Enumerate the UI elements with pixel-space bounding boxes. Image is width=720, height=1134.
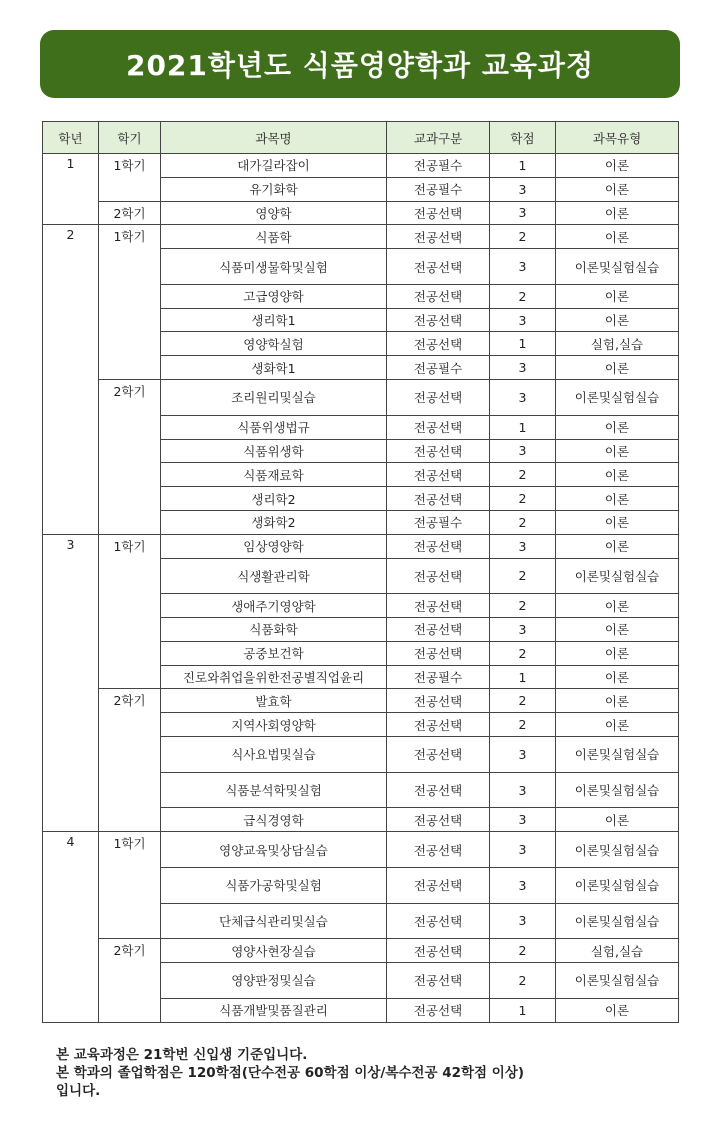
credit-cell: 2	[490, 284, 556, 308]
course-name-cell: 단체급식관리및실습	[161, 903, 387, 939]
page-title: 2021학년도 식품영양학과 교육과정	[125, 49, 595, 82]
header-year: 학년	[43, 122, 99, 154]
course-type-cell: 이론	[556, 808, 679, 832]
table-body	[43, 154, 679, 1023]
category-cell: 전공선택	[387, 463, 490, 487]
course-name-cell: 지역사회영양학	[161, 713, 387, 737]
course-name-cell: 식품개발및품질관리	[161, 998, 387, 1022]
course-name-cell: 식품미생물학및실험	[161, 249, 387, 285]
semester-cell: 1학기	[99, 154, 161, 202]
header-credit: 학점	[490, 122, 556, 154]
category-cell: 전공필수	[387, 665, 490, 689]
course-name-cell: 식품학	[161, 225, 387, 249]
course-type-cell: 이론	[556, 284, 679, 308]
credit-cell: 3	[490, 439, 556, 463]
course-name-cell: 식품위생법규	[161, 415, 387, 439]
credit-cell: 2	[490, 594, 556, 618]
credit-cell: 3	[490, 903, 556, 939]
category-cell: 전공선택	[387, 618, 490, 642]
credit-cell: 2	[490, 558, 556, 594]
course-name-cell: 식생활관리학	[161, 558, 387, 594]
credit-cell: 2	[490, 463, 556, 487]
credit-cell: 2	[490, 939, 556, 963]
course-name-cell: 식사요법및실습	[161, 737, 387, 773]
credit-cell: 3	[490, 177, 556, 201]
header-course-type: 과목유형	[556, 122, 679, 154]
course-type-cell: 이론	[556, 487, 679, 511]
course-type-cell: 이론	[556, 594, 679, 618]
credit-cell: 2	[490, 713, 556, 737]
category-cell: 전공선택	[387, 594, 490, 618]
course-type-cell: 이론	[556, 618, 679, 642]
title-banner	[40, 30, 680, 98]
header-category: 교과구분	[387, 122, 490, 154]
category-cell: 전공선택	[387, 225, 490, 249]
credit-cell: 3	[490, 534, 556, 558]
header-semester: 학기	[99, 122, 161, 154]
course-type-cell: 이론	[556, 641, 679, 665]
category-cell: 전공선택	[387, 998, 490, 1022]
course-name-cell: 생애주기영양학	[161, 594, 387, 618]
credit-cell: 3	[490, 356, 556, 380]
credit-cell: 3	[490, 249, 556, 285]
table-row	[43, 201, 679, 225]
course-name-cell: 생화학1	[161, 356, 387, 380]
table-row	[43, 689, 679, 713]
year-cell: 2	[43, 225, 99, 534]
semester-cell: 2학기	[99, 380, 161, 535]
category-cell: 전공선택	[387, 867, 490, 903]
course-name-cell: 영양교육및상담실습	[161, 832, 387, 868]
year-cell: 4	[43, 832, 99, 1022]
table-row	[43, 832, 679, 868]
category-cell: 전공선택	[387, 558, 490, 594]
category-cell: 전공선택	[387, 641, 490, 665]
course-type-cell: 이론	[556, 356, 679, 380]
category-cell: 전공선택	[387, 249, 490, 285]
footnote-line: 본 학과의 졸업학점은 120학점(단수전공 60학점 이상/복수전공 42학점 이상)	[56, 1065, 525, 1081]
course-type-cell: 이론	[556, 308, 679, 332]
category-cell: 전공선택	[387, 737, 490, 773]
course-name-cell: 영양학실험	[161, 332, 387, 356]
credit-cell: 3	[490, 308, 556, 332]
course-type-cell: 이론	[556, 665, 679, 689]
category-cell: 전공선택	[387, 284, 490, 308]
course-type-cell: 이론및실험실습	[556, 903, 679, 939]
course-type-cell: 이론	[556, 154, 679, 178]
category-cell: 전공선택	[387, 903, 490, 939]
credit-cell: 2	[490, 963, 556, 999]
course-type-cell: 이론및실험실습	[556, 380, 679, 416]
course-type-cell: 이론및실험실습	[556, 772, 679, 808]
course-type-cell: 이론	[556, 415, 679, 439]
year-cell: 3	[43, 534, 99, 831]
table-header-row	[43, 122, 679, 154]
credit-cell: 3	[490, 867, 556, 903]
category-cell: 전공선택	[387, 380, 490, 416]
credit-cell: 2	[490, 510, 556, 534]
category-cell: 전공선택	[387, 201, 490, 225]
course-name-cell: 식품분석학및실험	[161, 772, 387, 808]
course-name-cell: 생리학2	[161, 487, 387, 511]
category-cell: 전공선택	[387, 963, 490, 999]
category-cell: 전공선택	[387, 332, 490, 356]
credit-cell: 2	[490, 487, 556, 511]
course-type-cell: 이론및실험실습	[556, 249, 679, 285]
credit-cell: 3	[490, 380, 556, 416]
semester-cell: 2학기	[99, 201, 161, 225]
category-cell: 전공선택	[387, 689, 490, 713]
course-name-cell: 식품재료학	[161, 463, 387, 487]
course-name-cell: 식품위생학	[161, 439, 387, 463]
credit-cell: 3	[490, 808, 556, 832]
course-type-cell: 실험,실습	[556, 332, 679, 356]
course-name-cell: 유기화학	[161, 177, 387, 201]
course-type-cell: 이론및실험실습	[556, 737, 679, 773]
category-cell: 전공선택	[387, 487, 490, 511]
course-type-cell: 이론	[556, 510, 679, 534]
footnote-line: 본 교육과정은 21학번 신입생 기준입니다.	[56, 1047, 308, 1063]
category-cell: 전공선택	[387, 713, 490, 737]
credit-cell: 3	[490, 618, 556, 642]
curriculum-table	[42, 121, 679, 1023]
course-name-cell: 공중보건학	[161, 641, 387, 665]
table-row	[43, 534, 679, 558]
category-cell: 전공선택	[387, 534, 490, 558]
course-name-cell: 영양판정및실습	[161, 963, 387, 999]
category-cell: 전공선택	[387, 439, 490, 463]
category-cell: 전공필수	[387, 154, 490, 178]
credit-cell: 3	[490, 832, 556, 868]
course-name-cell: 대가길라잡이	[161, 154, 387, 178]
course-type-cell: 이론및실험실습	[556, 867, 679, 903]
course-type-cell: 이론	[556, 713, 679, 737]
credit-cell: 2	[490, 689, 556, 713]
course-type-cell: 이론	[556, 439, 679, 463]
course-type-cell: 이론	[556, 201, 679, 225]
category-cell: 전공선택	[387, 808, 490, 832]
course-type-cell: 이론	[556, 225, 679, 249]
credit-cell: 2	[490, 641, 556, 665]
course-type-cell: 이론	[556, 534, 679, 558]
course-name-cell: 임상영양학	[161, 534, 387, 558]
semester-cell: 1학기	[99, 832, 161, 939]
course-name-cell: 급식경영학	[161, 808, 387, 832]
course-name-cell: 생리학1	[161, 308, 387, 332]
course-type-cell: 이론	[556, 463, 679, 487]
semester-cell: 2학기	[99, 689, 161, 832]
course-name-cell: 생화학2	[161, 510, 387, 534]
credit-cell: 3	[490, 772, 556, 808]
category-cell: 전공필수	[387, 510, 490, 534]
credit-cell: 1	[490, 998, 556, 1022]
course-name-cell: 영양사현장실습	[161, 939, 387, 963]
course-name-cell: 진로와취업을위한전공별직업윤리	[161, 665, 387, 689]
credit-cell: 3	[490, 737, 556, 773]
category-cell: 전공선택	[387, 308, 490, 332]
course-name-cell: 조리원리및실습	[161, 380, 387, 416]
category-cell: 전공선택	[387, 832, 490, 868]
semester-cell: 1학기	[99, 534, 161, 689]
course-type-cell: 이론	[556, 689, 679, 713]
course-name-cell: 고급영양학	[161, 284, 387, 308]
table-row	[43, 225, 679, 249]
course-type-cell: 이론	[556, 177, 679, 201]
category-cell: 전공필수	[387, 177, 490, 201]
category-cell: 전공필수	[387, 356, 490, 380]
course-type-cell: 이론및실험실습	[556, 963, 679, 999]
course-type-cell: 이론및실험실습	[556, 832, 679, 868]
credit-cell: 1	[490, 665, 556, 689]
course-type-cell: 이론및실험실습	[556, 558, 679, 594]
course-name-cell: 영양학	[161, 201, 387, 225]
credit-cell: 1	[490, 332, 556, 356]
course-name-cell: 식품가공학및실험	[161, 867, 387, 903]
footnote	[56, 1046, 676, 1100]
credit-cell: 2	[490, 225, 556, 249]
course-type-cell: 이론	[556, 998, 679, 1022]
credit-cell: 1	[490, 415, 556, 439]
category-cell: 전공선택	[387, 415, 490, 439]
category-cell: 전공선택	[387, 772, 490, 808]
semester-cell: 1학기	[99, 225, 161, 380]
credit-cell: 1	[490, 154, 556, 178]
category-cell: 전공선택	[387, 939, 490, 963]
year-cell: 1	[43, 154, 99, 225]
table-row	[43, 939, 679, 963]
semester-cell: 2학기	[99, 939, 161, 1022]
header-course-name: 과목명	[161, 122, 387, 154]
course-type-cell: 실험,실습	[556, 939, 679, 963]
table-row	[43, 380, 679, 416]
table-row	[43, 154, 679, 178]
course-name-cell: 발효학	[161, 689, 387, 713]
course-name-cell: 식품화학	[161, 618, 387, 642]
footnote-line: 입니다.	[56, 1083, 101, 1099]
credit-cell: 3	[490, 201, 556, 225]
